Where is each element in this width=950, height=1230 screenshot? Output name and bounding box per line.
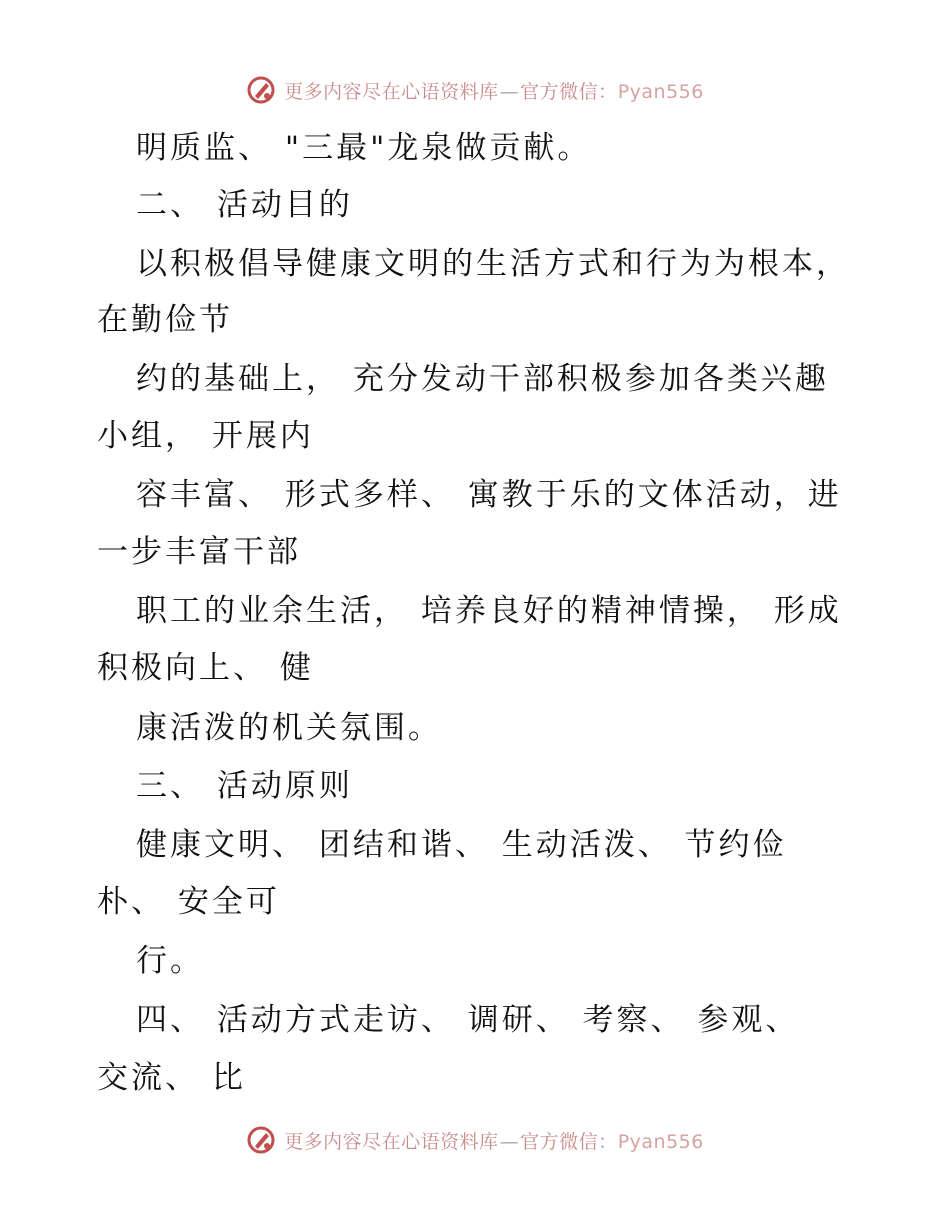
text-line: 职工的业余生活， 培养良好的精神情操， 形成	[136, 593, 842, 629]
text-line: 朴、 安全可	[97, 884, 280, 920]
text-line: 康活泼的机关氛围。	[136, 710, 442, 746]
text-line: 行。	[136, 943, 204, 979]
text-line: 交流、 比	[97, 1060, 246, 1096]
text-line: 积极向上、 健	[97, 650, 314, 686]
section-heading: 四、 活动方式走访、 调研、 考察、 参观、	[136, 1002, 800, 1038]
watermark-text: 更多内容尽在心语资料库—官方微信：Pyan556	[284, 80, 704, 103]
text-line: 以积极倡导健康文明的生活方式和行为为根本，	[136, 246, 850, 282]
text-line: 明质监、 "三最"龙泉做贡献。	[136, 130, 592, 166]
watermark-text: 更多内容尽在心语资料库—官方微信：Pyan556	[284, 1130, 704, 1153]
text-line: 容丰富、 形式多样、 寓教于乐的文体活动，进	[136, 477, 842, 513]
text-line: 一步丰富干部	[97, 534, 301, 570]
section-heading: 二、 活动目的	[136, 187, 353, 223]
text-line: 约的基础上， 充分发动干部积极参加各类兴趣	[136, 361, 829, 397]
footer-watermark	[0, 1120, 950, 1160]
pen-logo-icon	[246, 75, 276, 105]
text-line: 健康文明、 团结和谐、 生动活泼、 节约俭	[136, 827, 787, 863]
header-watermark	[0, 70, 950, 110]
text-line: 小组， 开展内	[97, 418, 314, 454]
section-heading: 三、 活动原则	[136, 768, 353, 804]
pen-logo-icon	[246, 1125, 276, 1155]
text-line: 在勤俭节	[97, 302, 233, 338]
